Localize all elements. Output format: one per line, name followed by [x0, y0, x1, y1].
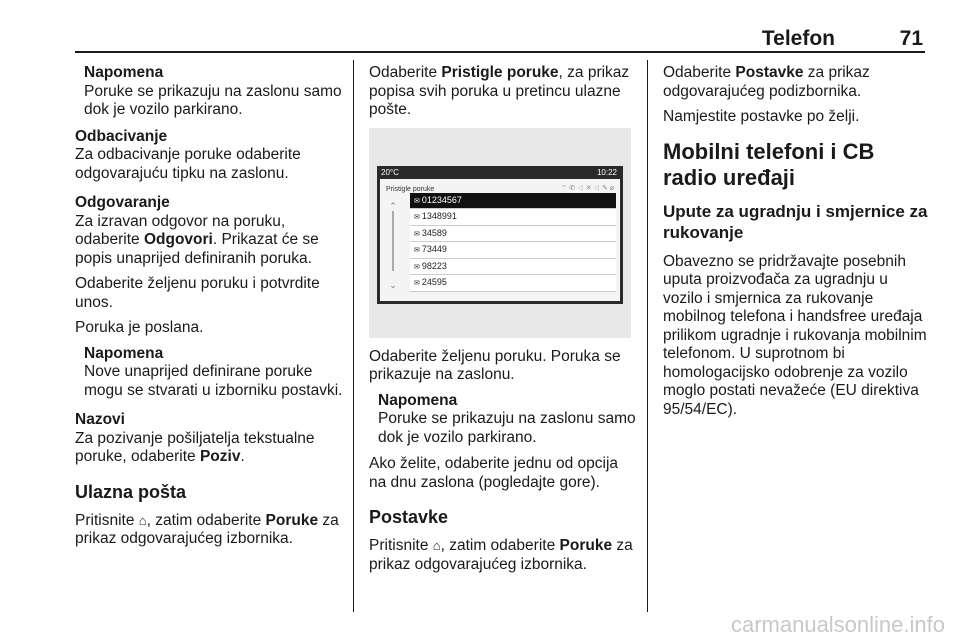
- note-text: Nove unaprijed definirane poruke mogu se stvarati u izborniku postavki.: [84, 363, 343, 399]
- note-text: Poruke se prikazuju na zaslonu samo dok je vozilo parkirano.: [378, 410, 636, 446]
- text: Za izravan odgovor na poruku, odaberite: [75, 212, 286, 248]
- message-row[interactable]: [410, 226, 616, 243]
- message-row[interactable]: [410, 275, 616, 292]
- section-title: Telefon: [761, 27, 835, 50]
- header-rule: [75, 51, 925, 53]
- infotainment-screen: [377, 166, 623, 304]
- note-text: Poruke se prikazuju na zaslonu samo dok je vozilo parkirano.: [84, 82, 342, 118]
- heading-postavke: Postavke: [369, 507, 449, 527]
- subheading-odbacivanje: Odbacivanje: [75, 127, 168, 145]
- column-1: [75, 64, 343, 556]
- scroll-track: [392, 211, 394, 271]
- heading-ulazna-posta: Ulazna pošta: [75, 481, 187, 502]
- screen-figure: [369, 128, 631, 338]
- envelope-icon: ✉: [414, 280, 420, 287]
- envelope-icon: ✉: [414, 247, 420, 254]
- chevron-up-icon[interactable]: ⌃: [389, 200, 397, 211]
- keyword-odgovori: Odgovori: [143, 231, 213, 248]
- keyword-poruke: Poruke: [265, 511, 319, 529]
- screen-body: [380, 179, 620, 301]
- text: Pritisnite: [369, 537, 433, 554]
- column-3: [663, 64, 931, 426]
- scrollbar[interactable]: [386, 197, 400, 295]
- note-title: Napomena: [84, 64, 164, 81]
- paragraph-select: Odaberite željenu poruku i potvrdite unos.: [75, 275, 320, 311]
- note-title: Napomena: [84, 344, 164, 362]
- page-header: [75, 27, 925, 51]
- message-row[interactable]: [410, 193, 616, 210]
- subheading-nazovi: Nazovi: [75, 411, 125, 428]
- paragraph-odgovaranje: [75, 213, 343, 269]
- subheading-odgovaranje: Odgovaranje: [75, 194, 170, 211]
- paragraph-options: Ako želite, odaberite jednu od opcija na dnu zaslona (pogledajte gore).: [369, 455, 619, 491]
- envelope-icon: ✉: [414, 197, 420, 205]
- message-sender: 98223: [421, 260, 447, 271]
- text: Odaberite: [663, 64, 736, 81]
- note-predefined: [75, 345, 343, 401]
- paragraph-settings-submenu: [663, 64, 931, 101]
- keyword-pristigle-poruke: Pristigle poruke: [441, 64, 559, 81]
- column-divider-2: [647, 60, 648, 612]
- note-parked-2: [369, 392, 637, 448]
- text: Za pozivanje pošiljatelja tekstualne poruke, odaberite: [75, 429, 315, 465]
- chevron-down-icon[interactable]: ⌄: [389, 280, 397, 290]
- message-sender: 24595: [421, 277, 447, 287]
- message-sender: 1348991: [421, 211, 457, 221]
- envelope-icon: ✉: [414, 263, 420, 271]
- column-divider-1: [353, 60, 354, 612]
- message-list: [410, 193, 616, 292]
- heading-mobile-phones: Mobilni telefoni i CB radio uređaji: [663, 138, 875, 190]
- text: . Prikazat će se popis unaprijed definiranih poruka.: [75, 231, 319, 267]
- paragraph-nazovi: [75, 430, 343, 467]
- message-sender: 73449: [421, 244, 447, 254]
- message-row[interactable]: [410, 259, 616, 276]
- paragraph-sent: Poruka je poslana.: [75, 319, 204, 336]
- watermark: carmanualsonline.info: [730, 612, 945, 637]
- keyword-postavke: Postavke: [735, 64, 804, 81]
- keyword-poruke: Poruke: [559, 537, 613, 554]
- paragraph-select-message: Odaberite željenu poruku. Poruka se prikazuje na zaslonu.: [369, 347, 621, 383]
- text: za prikaz odgovarajućeg podizbornika.: [663, 64, 870, 100]
- message-row[interactable]: [410, 242, 616, 259]
- page-number: 71: [899, 27, 923, 50]
- paragraph-odbacivanje: Za odbacivanje poruke odaberite odgovarajuću tipku na zaslonu.: [75, 146, 301, 182]
- column-2: [369, 64, 637, 581]
- temperature: 20°C: [381, 167, 399, 177]
- screen-title: Pristigle poruke: [386, 185, 435, 193]
- text: Odaberite: [369, 64, 442, 81]
- envelope-icon: ✉: [414, 230, 420, 238]
- message-sender: 01234567: [421, 194, 462, 205]
- message-sender: 34589: [421, 227, 447, 238]
- text: , za prikaz popisa svih poruka u pretincu ulazne pošte.: [369, 64, 630, 118]
- clock: 10:22: [596, 167, 617, 177]
- message-row[interactable]: [410, 209, 616, 226]
- paragraph-inbox: [75, 512, 343, 549]
- paragraph-adjust: Namjestite postavke po želji.: [663, 108, 860, 125]
- home-icon: ⌂: [432, 538, 441, 553]
- note-title: Napomena: [378, 391, 458, 409]
- heading-installation: Upute za ugradnju i smjernice za rukovanje: [663, 201, 928, 242]
- paragraph-inbox-select: [369, 64, 637, 120]
- screen-toolbar-icons: ⌔ ✆ ◁ ✕ ◁ ✎ ⌀: [560, 184, 614, 192]
- text: , zatim odaberite: [440, 537, 560, 554]
- paragraph-installation: Obavezno se pridržavajte posebnih uputa proizvođača za ugradnju u vozilo i smjernica za rukovanje mobilnog telefona i handsfree uređaja prilikom ugradnje i rukovanja mobilnim telefonom. U suprotnom bi homologacijsko odobrenje za vozilo moglo postati nevažeće (EU direktiva 95/54/EC).: [663, 252, 927, 418]
- text: Pritisnite: [75, 511, 139, 529]
- envelope-icon: ✉: [414, 214, 420, 221]
- text: .: [240, 448, 245, 465]
- screen-status-bar: [377, 166, 623, 179]
- text: za prikaz odgovarajućeg izbornika.: [369, 537, 633, 573]
- note-parked: [75, 64, 343, 120]
- keyword-poziv: Poziv: [199, 448, 241, 465]
- text: , zatim odaberite: [146, 511, 266, 529]
- home-icon: ⌂: [138, 512, 147, 528]
- text: za prikaz odgovarajućeg izbornika.: [75, 511, 339, 547]
- paragraph-settings: [369, 537, 637, 574]
